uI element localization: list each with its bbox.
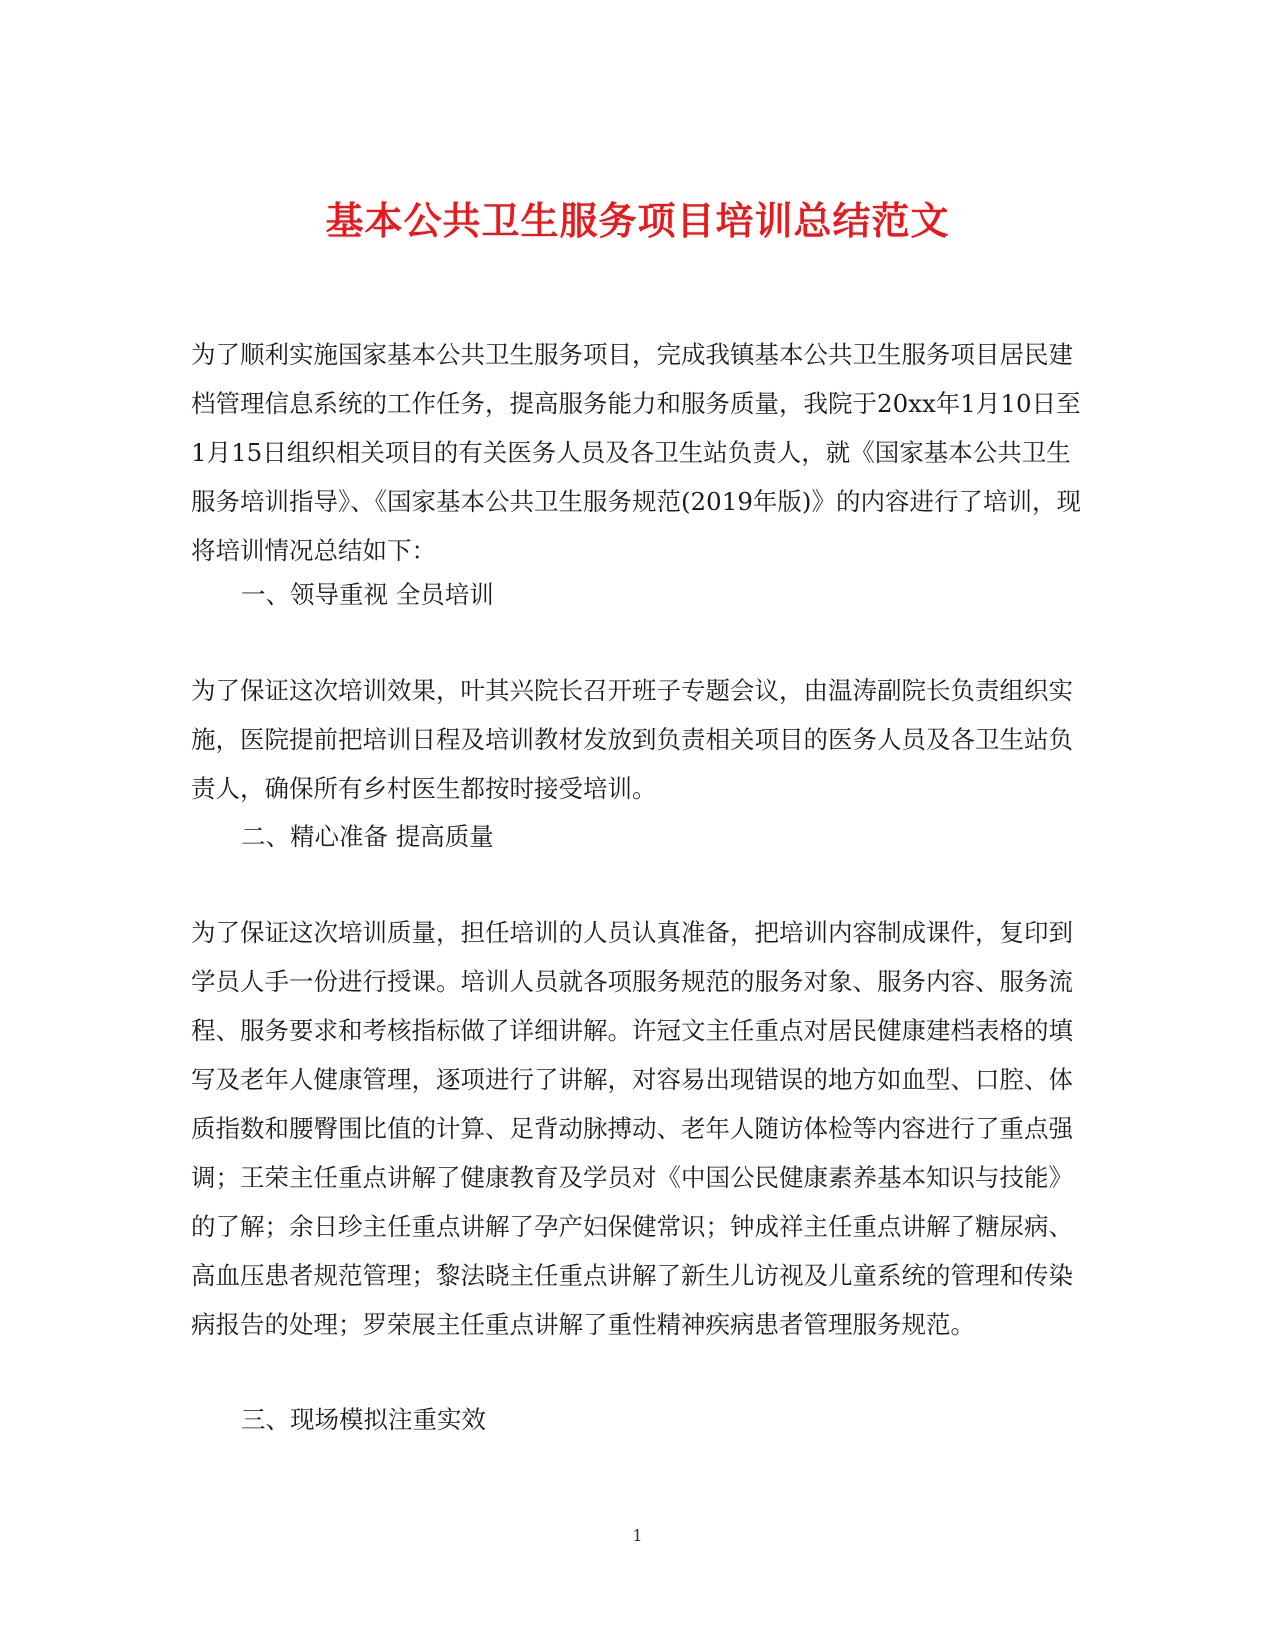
section-heading-2: 二、精心准备 提高质量 (241, 822, 494, 851)
paragraph-section-2: 为了保证这次培训质量，担任培训的人员认真准备，把培训内容制成课件，复印到学员人手一份进行授课。培训人员就各项服务规范的服务对象、服务内容、服务流程、服务要求和考核指标做了详细讲解。许冠文主任重点对居民健康建档表格的填写及老年人健康管理，逐项进行了讲解，对容易出现错误的地方如血型、口腔、体质指数和腰臀围比值的计算、足背动脉搏动、老年人随访体检等内容进行了重点强调；王荣主任重点讲解了健康教育及学员对《中国公民健康素养基本知识与技能》的了解；余日珍主任重点讲解了孕产妇保健常识；钟成祥主任重点讲解了糖尿病、高血压患者规范管理；黎法晓主任重点讲解了新生儿访视及儿童系统的管理和传染病报告的处理；罗荣展主任重点讲解了重性精神疾病患者管理服务规范。 (191, 918, 1073, 1339)
paragraph-section-1: 为了保证这次培训效果，叶其兴院长召开班子专题会议，由温涛副院长负责组织实施，医院提前把培训日程及培训教材发放到负责相关项目的医务人员及各卫生站负责人，确保所有乡村医生都按时接受培训。 (191, 676, 1073, 803)
section-heading-1: 一、领导重视 全员培训 (241, 580, 494, 609)
section-heading-3: 三、现场模拟注重实效 (241, 1405, 486, 1434)
document-title: 基本公共卫生服务项目培训总结范文 (325, 198, 950, 244)
paragraph-intro: 为了顺利实施国家基本公共卫生服务项目，完成我镇基本公共卫生服务项目居民建档管理信息系统的工作任务，提高服务能力和服务质量，我院于20xx年1月10日至1月15日组织相关项目的有关医务人员及各卫生站负责人，就《国家基本公共卫生服务培训指导》、《国家基本公共卫生服务规范(2019年版)》的内容进行了培训，现将培训情况总结如下： (191, 340, 1081, 565)
page-number: 1 (632, 1526, 643, 1545)
